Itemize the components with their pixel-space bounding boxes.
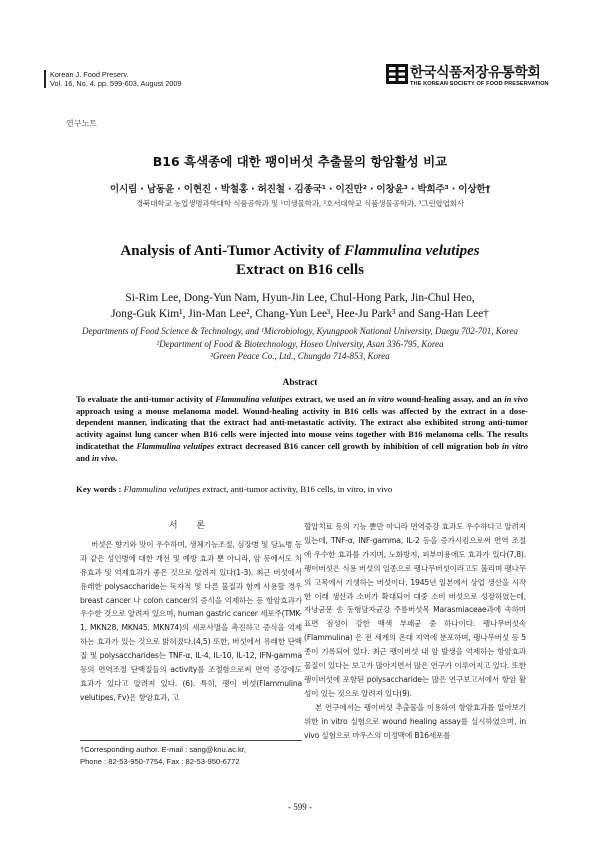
- authors-korean: 이시림 · 남동윤 · 이현진 · 박철홍 · 허진철 · 김종국¹ · 이진만² · 이창윤³ · 박희주³ · 이상한†: [109, 184, 491, 195]
- section-heading-introduction: 서 론: [168, 521, 214, 531]
- abstract-species: Flammulina velutipes: [215, 394, 293, 404]
- journal-citation: [50, 70, 181, 88]
- abstract-term: in vitro: [368, 394, 394, 404]
- title-korean: B16 흑색종에 대한 팽이버섯 추출물의 항암활성 비교: [152, 154, 448, 169]
- body-paragraph: 혈압치료 등의 기능 뿐만 아니라 면역증강 효과도 우수하다고 알려져 있는데, TNF-α, INF-gamma, IL-2 등을 증가시킴으로써 면역 조절에 우수한 효과를 가지며, 노화방지, 피부미용에도 효과가 있다(7,8). 팽이버섯은 식용 버섯의 일종으로 팽나무버섯이라고도 불리며 팽나무의 고목에서 기생하는 버섯이다. 1945년 일본에서 상업 생산을 시작한 이래 생산과 소비가 확대되어 대중 소비 버섯으로 성장하였는데, 자낭균문 송 동형담자균강 주름버섯목 Marasmiaceae과에 속하며 표면 점성이 강한 백색 부패균 중 하나이다. 팽나무버섯속(Flammulina) 은 전 세계의 온대 지역에 분포하며, 팽나무버섯 등 5종이 기록되어 있다. 최근 팽이버섯 내 암 발생을 억제하는 항암효과 물질이 있다는 보고가 많아지면서 많은 연구가 이루어지고 있다. 또한 팽이버섯에 포함된 polysaccharide는 많은 연구보고서에서 항암 활성이 있는 것으로 알려져 있다(9).: [304, 522, 526, 698]
- affiliation-korean: 경북대학교 농업생명과학대학 식품공학과 및 ¹미생물학과, ²호서대학교 식품생물공학과, ³그린합엽회사: [135, 199, 465, 208]
- abstract-species: Flammulina velutipes: [136, 440, 215, 451]
- keywords: [76, 484, 528, 495]
- society-name-english: THE KOREAN SOCIETY OF FOOD PRESERVATION: [410, 81, 549, 87]
- authors-english-line2: Jong-Guk Kim¹, Jin-Man Lee², Chang-Yun Lee³, Hee-Ju Park³ and Sang-Han Lee†: [111, 308, 489, 320]
- society-header: [386, 62, 554, 92]
- journal-name: Korean J. Food Preserv.: [50, 70, 129, 79]
- title-english: [0, 242, 600, 280]
- corresponding-author-footnote: [80, 744, 310, 767]
- body-paragraph: 버섯은 향기와 맛이 우수하며, 생체기능조절, 심장병 및 당뇨병 등과 같은 성인병에 대한 개선 및 예방 효과 뿐 아니라, 암 등에서도 치유효과 및 억제효과가 좋은 것으로 알려져 있다(1-3). 최근 버섯에서 유래한 polysaccharide는 독자적 및 다른 물질과 함께 사용할 경우 breast cancer 나 colon cancer의 증식을 억제하는 등 항암효과가 우수한 것으로 알려져 있으며, human gastric cancer 세포주(TMK-1, MKN28, MKN45, MKN74)의 세포사멸을 촉진하고 증식을 억제하는 효과가 있는 것으로 밝혀졌다.(4,5) 또한, 버섯에서 유래한 단백질 및 polysaccharides는 TNF-α, IL-4, IL-10, IL-12, IFN-gamma 등의 면역조절 단백질들의 activity를 조절함으로써 면역 증강에도 효과가 있다고 알려져 있다. (6). 특히, 팽이 버섯(Flammulina velutipes, Fv)은 항암효과, 고: [80, 539, 302, 702]
- affiliation-english-1: Departments of Food Science & Technology, and ¹Microbiology, Kyungpook National University, Daegu 702-701, Korea: [82, 326, 518, 336]
- abstract-body: [76, 394, 528, 464]
- body-column-left: [80, 520, 302, 705]
- affiliation-english-3: ³Green Peace Co., Ltd., Chungdo 714-853, Korea: [210, 351, 390, 361]
- abstract-text: extract decreased B16 cancer cell growth by inhibition of cell migration bob: [214, 440, 502, 451]
- keywords-rest: extract, anti-tumor activity, B16 cells, in vitro, in vivo: [200, 484, 393, 494]
- abstract-text: To evaluate the anti-tumor activity of: [76, 394, 216, 404]
- abstract-text: extract, we used an: [292, 394, 369, 404]
- abstract-text: and: [76, 452, 92, 463]
- authors-english-line1: Si-Rim Lee, Dong-Yun Nam, Hyun-Jin Lee, Chul-Hong Park, Jin-Chul Heo,: [125, 292, 475, 304]
- affiliation-english-2: ²Department of Food & Biotechnology, Hoseo University, Asan 336-795, Korea: [156, 338, 444, 349]
- footnote-divider: [80, 740, 302, 741]
- abstract-term: in vivo: [91, 452, 116, 463]
- society-name-korean: 한국식품저장유통학회: [410, 65, 541, 81]
- title-english-line2: Extract on B16 cells: [236, 262, 364, 278]
- footnote-line2: Phone : 82-53-950-7754, Fax : 82-53-950-6772: [80, 756, 240, 766]
- body-column-right: [304, 520, 526, 743]
- page-number: - 599 -: [288, 802, 312, 812]
- abstract-text: approach using a mouse melanoma model. Wound-healing activity in B16 cells was affected by the extract in a dose-dependent manner, indicating that the extract had anti-metastatic activity. The extract also exhibited strong anti-tumor activity against lung cancer when B16 cells were injected into mouse veins together with B16 melanoma cells. The results indicatethat the: [76, 405, 528, 451]
- body-paragraph: 본 연구에서는 팽이버섯 추출물을 이용하여 항암효과를 알아보기 위한 in vitro 실험으로 wound healing assay를 실시하였으며, in vivo 실험으로 마우스의 미정맥에 B16세포를: [304, 702, 526, 740]
- journal-marker-bar: [44, 70, 46, 88]
- society-emblem-icon: [386, 64, 408, 84]
- affiliations-english: [40, 325, 560, 363]
- abstract-heading: Abstract: [282, 378, 318, 388]
- journal-volume: Vol. 16, No. 4. pp. 599-603, August 2009: [50, 79, 182, 88]
- abstract-text: wound-healing assay, and an: [393, 394, 505, 404]
- abstract-term: in vivo: [504, 394, 529, 404]
- keywords-species: Flammulina velutipes: [123, 484, 201, 494]
- authors-english: [60, 290, 540, 322]
- abstract-text: .: [115, 452, 118, 463]
- keywords-label: Key words :: [76, 484, 124, 494]
- title-english-species: Flammulina velutipes: [344, 243, 480, 259]
- title-english-prefix: Analysis of Anti-Tumor Activity of: [120, 243, 345, 259]
- abstract-term: in vitro: [501, 440, 528, 451]
- footnote-line1: †Corresponding author. E-mail : sang@knu.ac.kr,: [80, 745, 246, 754]
- article-category: 연구노트: [66, 119, 97, 128]
